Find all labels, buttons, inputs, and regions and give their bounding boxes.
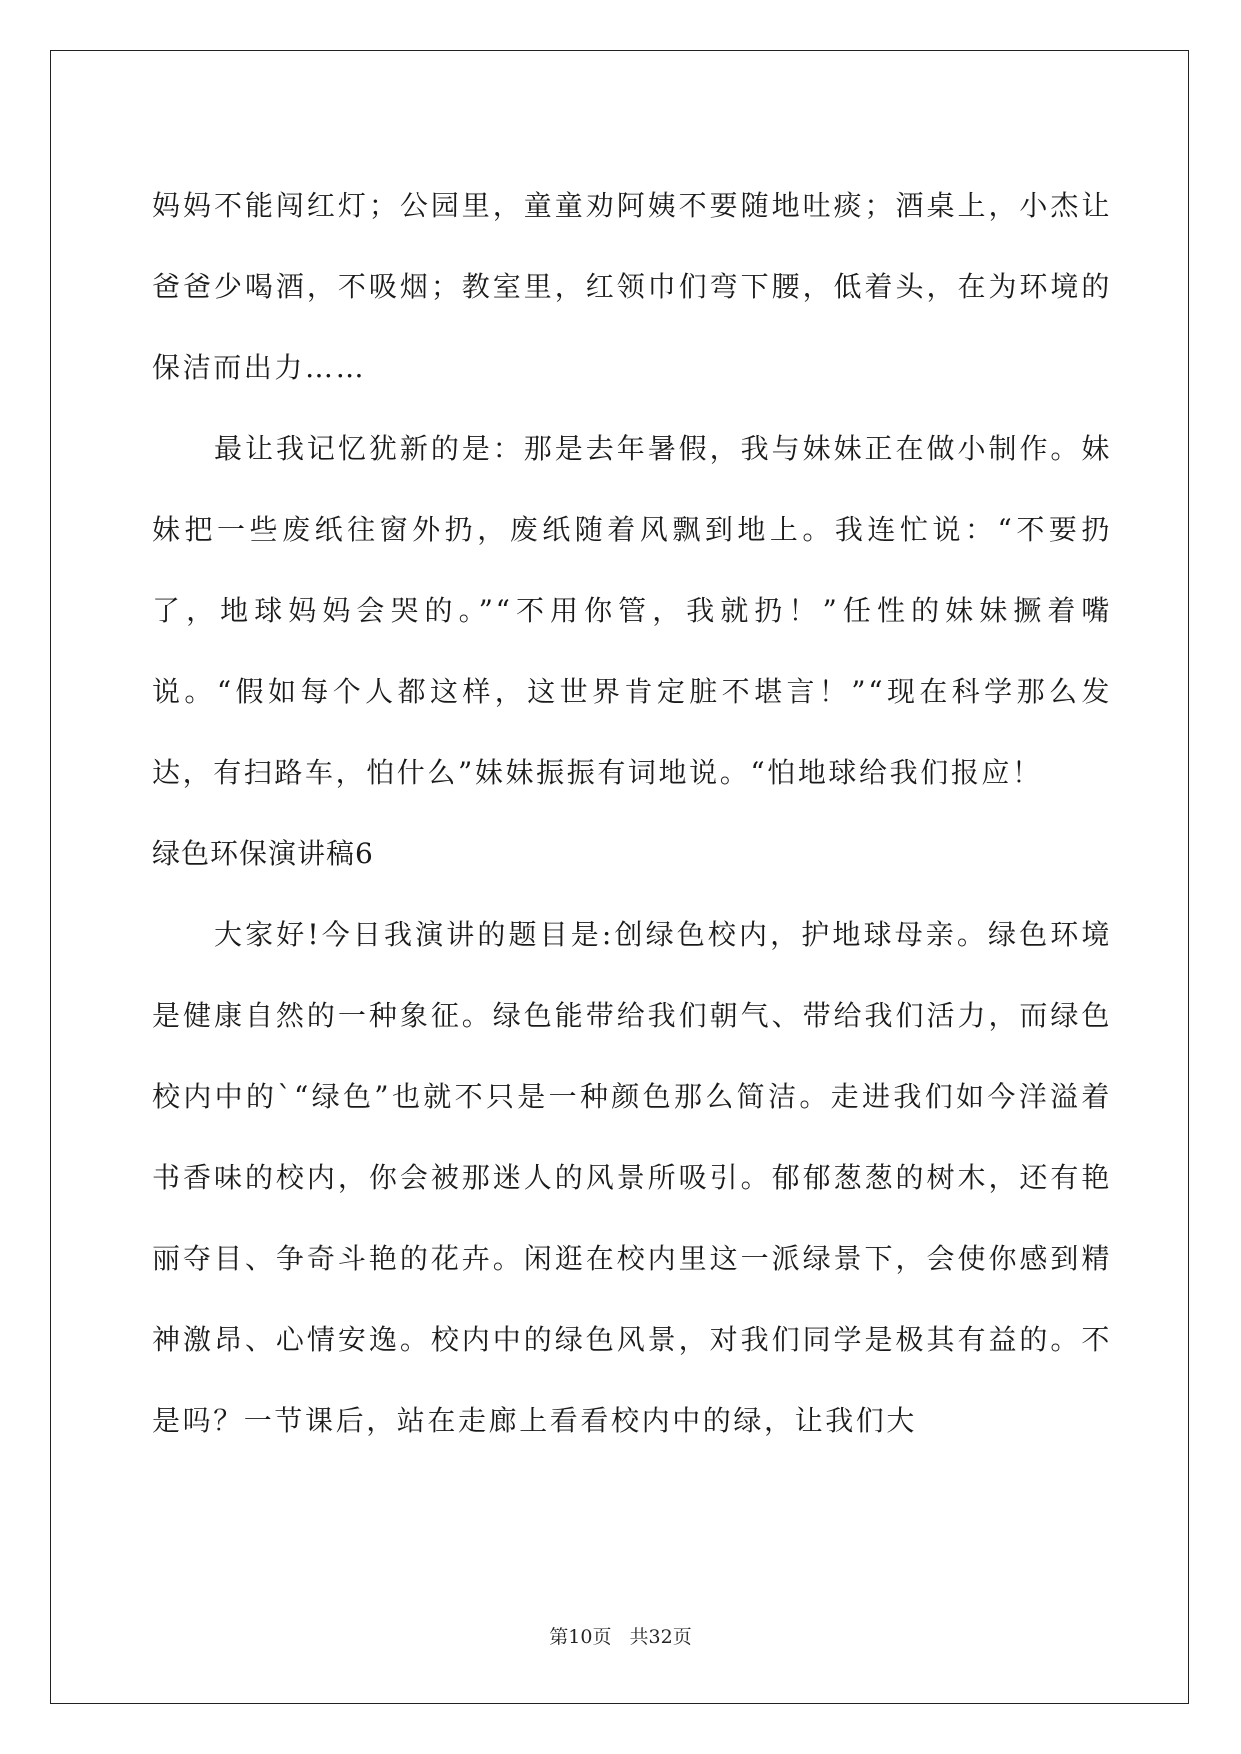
page-footer bbox=[0, 1622, 1241, 1649]
page-number: 第10页 bbox=[549, 1626, 612, 1648]
paragraph-speech: 大家好!今日我演讲的题目是:创绿色校内，护地球母亲。绿色环境是健康自然的一种象征。绿色能带给我们朝气、带给我们活力，而绿色校内中的`“绿色”也就不只是一种颜色那么简洁。走进我们如今洋溢着书香味的校内，你会被那迷人的风景所吸引。郁郁葱葱的树木，还有艳丽夺目、争奇斗艳的花卉。闲逛在校内里这一派绿景下，会使你感到精神激昂、心情安逸。校内中的绿色风景，对我们同学是极其有益的。不是吗？一节课后，站在走廊上看看校内中的绿，让我们大 bbox=[152, 918, 1112, 1437]
section-heading: 绿色环保演讲稿6 bbox=[152, 837, 374, 870]
paragraph-continuation: 妈妈不能闯红灯；公园里，童童劝阿姨不要随地吐痰；酒桌上，小杰让爸爸少喝酒，不吸烟；教室里，红领巾们弯下腰，低着头，在为环境的保洁而出力…… bbox=[152, 189, 1112, 384]
page-total: 共32页 bbox=[629, 1626, 692, 1648]
paragraph-memory: 最让我记忆犹新的是：那是去年暑假，我与妹妹正在做小制作。妹妹把一些废纸往窗外扔，废纸随着风飘到地上。我连忙说：“不要扔了，地球妈妈会哭的。”“不用你管，我就扔！”任性的妹妹撅着嘴说。“假如每个人都这样，这世界肯定脏不堪言！”“现在科学那么发达，有扫路车，怕什么”妹妹振振有词地说。“怕地球给我们报应！ bbox=[152, 432, 1112, 789]
document-body bbox=[152, 165, 1112, 1461]
